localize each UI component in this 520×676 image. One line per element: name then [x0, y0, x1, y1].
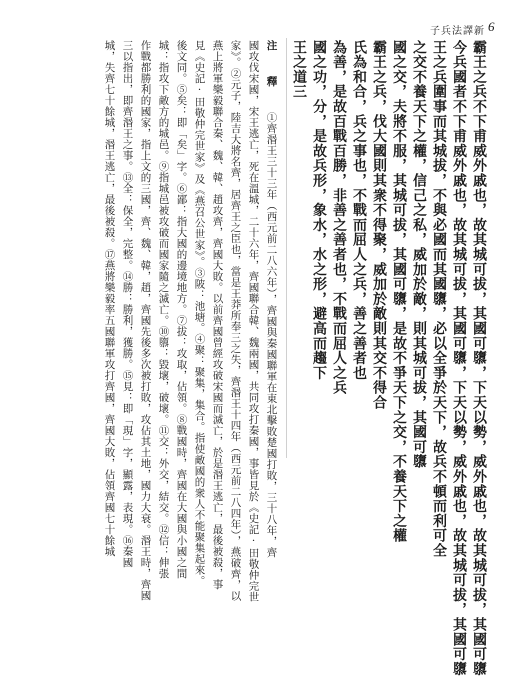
note-column: 作戰都勝利的國家，指上文的三國，齊、魏、韓，趙，齊國先後多次被打敗，攻佔其土地，國力大衰。湣王時，齊國	[139, 40, 152, 601]
note-column: 城，失齊七十餘城，湣王逃亡，最後被殺。⑰燕將樂毅率五國聯軍攻打齊國，齊國大敗，佔領齊國七十餘城	[103, 40, 116, 557]
main-text-column: 國之功，分，是故兵形，象水，水之形，避高而趨下	[311, 40, 327, 381]
main-text-column: 為善，是故百戰百勝，非善之善者也，不戰而屈人之兵	[331, 40, 347, 396]
main-text-column: 之交不養天下之權，信己之私，威加於敵，則其城可拔，其國可隳	[411, 40, 427, 470]
running-header-title: 子兵法譯新	[430, 26, 485, 37]
notes-label: 注	[265, 40, 278, 51]
page-number: 6	[488, 19, 495, 34]
note-column: 家》。②元子，陸吉大將名齊，居齊王之臣也，當是王莽所奉三之失，齊湣王十四年（西元前二八四年），燕破齊，以	[229, 40, 242, 602]
main-text-column: 今兵國者不下甫威外戚也，故其城可拔，其國可隳，下天以勢，威外戚也，故其城可拔，其國可隳	[451, 40, 467, 676]
note-column: 後文同。⑤矣：即「矣」字。⑥鄙：指大國的邊境地方。⑦拔：攻取，佔領。⑧戰國時，齊國在大國與小國之間	[175, 40, 188, 579]
note-column: 國攻伐宋國，宋王逃亡，死在溫城，二十六年，齊國聯合韓、魏兩國，共同攻打秦國，事皆見於《史記·田敬仲完世	[247, 40, 260, 603]
notes-label-2: 釋	[265, 76, 278, 87]
note-column: 城：指攻下敵方的城邑。⑨指城邑被攻破而國家隨之滅亡。⑩隳：毀壞，破壞。⑪交：外交，結交。⑫信：伸張	[157, 40, 170, 579]
main-text-column: 霸王之兵，伐大國則其衆不得聚，威加於敵則其交不得合	[371, 40, 387, 410]
note-column: 燕上將軍樂毅聯合秦、魏、韓、趙攻齊，齊國大敗。以前齊國曾經攻破宋國而滅亡，於是湣王逃亡，最後被殺，事	[211, 40, 224, 590]
note-column: 見《史記·田敬仲完世家》及《燕召公世家》。③陂：池塘。④聚：聚集，集合。指使敵國的衆人不能聚集起來。	[193, 40, 206, 587]
section-divider	[286, 38, 287, 458]
main-text-column: 霸王之兵不下甫威外戚也，故其城可拔，其國可隳，下天以勢，威外戚也，故其城可拔，其國可隳	[471, 40, 487, 676]
main-text-column: 國之交，夫將不服，其城可拔，其國可隳，是故不爭天下之交，不養天下之權	[391, 40, 407, 544]
main-text-column: 氏為和合，兵之事也，不戰而屈人之兵，善之善者也	[351, 40, 367, 381]
main-text-column: 王之兵圍事而其城拔，不與必國而其國隳，必以全爭於天下，故兵不頓而利可全	[431, 40, 447, 558]
main-text-column: 王之道三	[291, 40, 307, 100]
note-column: 三以指出，即齊湣王之事。⑬全：保全，完整。⑭勝：勝利，獲勝。⑮見：即「現」字，顯露，表現。⑯秦國	[121, 40, 134, 568]
note-column: ①齊湣王三十三年（西元前二八六年），齊國與秦國聯軍在東北擊敗楚國打敗，三十八年，齊	[265, 112, 278, 558]
